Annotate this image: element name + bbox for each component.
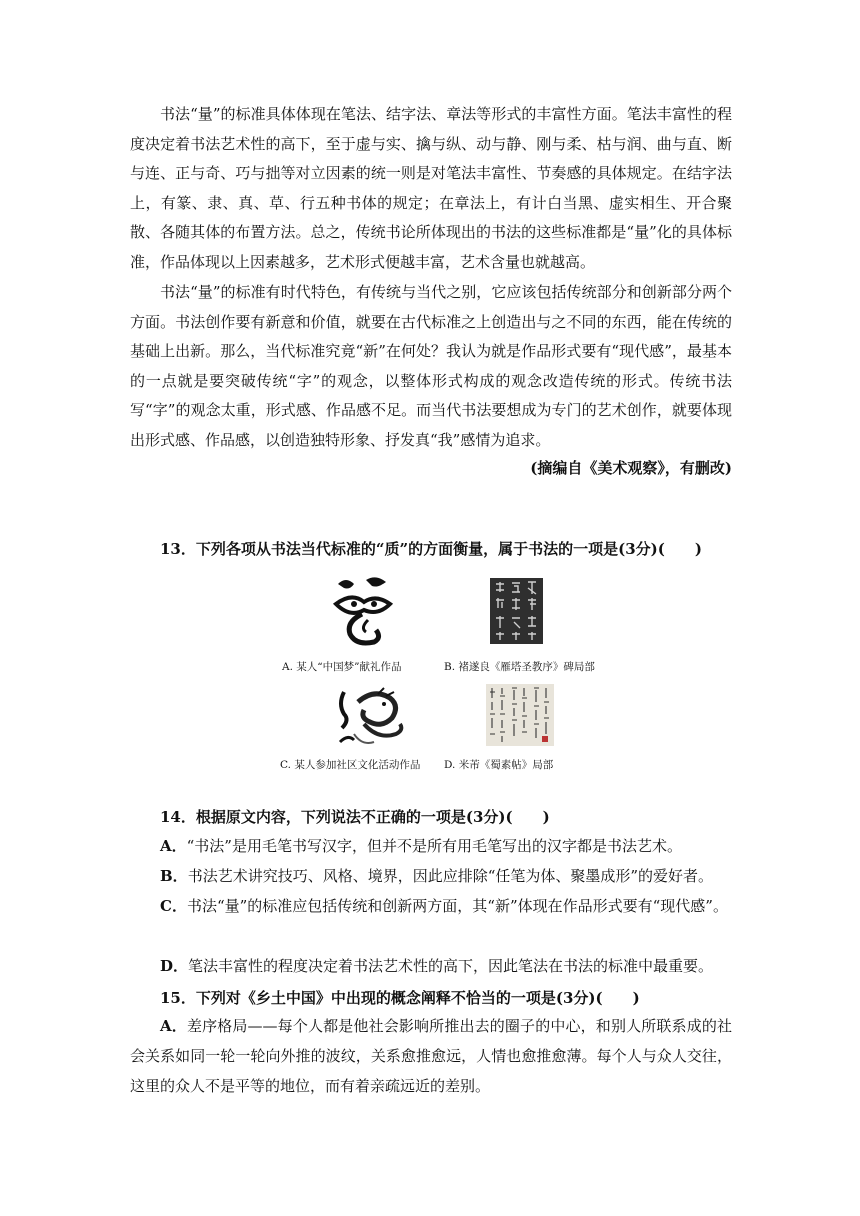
q15-option-a-text: 差序格局——每个人都是他社会影响所推出去的圈子的中心，和别人所联系成的社会关系如同一轮一轮向外推的波纹，关系愈推愈远，人情也愈推愈薄。每个人与众人交往，这里的众人不是平等的地位，而有着亲疏远近的差别。 [130, 1017, 732, 1095]
image-c-caption: C. 某人参加社区文化活动作品 [280, 759, 421, 771]
q15-option-a [130, 1011, 732, 1101]
question-14-stem: 14．根据原文内容，下列说法不正确的一项是(3分)( ) [160, 808, 550, 826]
q14-option-d-letter: D． [160, 957, 189, 975]
q14-option-a-letter: A． [160, 837, 187, 855]
q14-option-c-letter: C． [160, 897, 187, 915]
image-b-stele-rubbing [490, 578, 543, 644]
q14-option-a [130, 831, 732, 861]
q14-option-a-text: “书法”是用毛笔书写汉字，但并不是所有用毛笔写出的汉字都是书法艺术。 [186, 837, 682, 855]
image-a-caption: A. 某人“中国梦”献礼作品 [282, 661, 402, 673]
q15-option-a-letter: A． [160, 1017, 187, 1035]
passage-source: (摘编自《美术观察》，有删改) [530, 459, 732, 477]
image-d-caption: D. 米芾《蜀素帖》局部 [444, 759, 554, 771]
q14-option-c [130, 891, 732, 921]
q14-option-b [130, 861, 732, 891]
question-15-stem: 15．下列对《乡土中国》中出现的概念阐释不恰当的一项是(3分)( ) [160, 989, 640, 1007]
image-a-dream-calligraphy [332, 574, 394, 650]
dragon-calligraphy-icon [334, 684, 406, 750]
stele-rubbing-icon [490, 578, 543, 644]
q14-option-b-text: 书法艺术讲究技巧、风格、境界，因此应排除“任笔为体、聚墨成形”的爱好者。 [187, 867, 714, 885]
image-d-shusu-manuscript [486, 684, 554, 746]
image-c-dragon-calligraphy [334, 684, 406, 750]
passage-paragraph-2: 书法“量”的标准有时代特色，有传统与当代之别，它应该包括传统部分和创新部分两个方面。书法创作要有新意和价值，就要在古代标准之上创造出与之不同的东西，能在传统的基础上出新。那么，当代标准究竟“新”在何处？我认为就是作品形式要有“现代感”，最基本的一点就是要突破传统“字”的观念，以整体形式构成的观念改造传统的形式。传统书法写“字”的观念太重，形式感、作品感不足。而当代书法要想成为专门的艺术创作，就要体现出形式感、作品感，以创造独特形象、抒发真“我”感情为追求。 [130, 283, 732, 449]
q14-option-d-text: 笔法丰富性的程度决定着书法艺术性的高下，因此笔法在书法的标准中最重要。 [188, 957, 714, 975]
question-13-stem: 13．下列各项从书法当代标准的“质”的方面衡量，属于书法的一项是(3分)( ) [160, 540, 702, 558]
image-b-caption: B. 褚遂良《雁塔圣教序》碑局部 [444, 661, 595, 673]
manuscript-icon [486, 684, 554, 746]
q14-option-d [130, 951, 732, 981]
passage-paragraph-1: 书法“量”的标准具体体现在笔法、结字法、章法等形式的丰富性方面。笔法丰富性的程度决定着书法艺术性的高下，至于虚与实、擒与纵、动与静、刚与柔、枯与润、曲与直、断与连、正与奇、巧与拙等对立因素的统一则是对笔法丰富性、节奏感的具体规定。在结字法上，有篆、隶、真、草、行五种书体的规定；在章法上，有计白当黑、虚实相生、开合聚散、各随其体的布置方法。总之，传统书论所体现出的书法的这些标准都是“量”化的具体标准，作品体现以上因素越多，艺术形式便越丰富，艺术含量也就越高。 [130, 105, 732, 271]
q14-option-b-letter: B． [160, 867, 188, 885]
dream-calligraphy-icon [332, 574, 394, 650]
q14-option-c-text: 书法“量”的标准应包括传统和创新两方面，其“新”体现在作品形式要有“现代感”。 [186, 897, 728, 915]
